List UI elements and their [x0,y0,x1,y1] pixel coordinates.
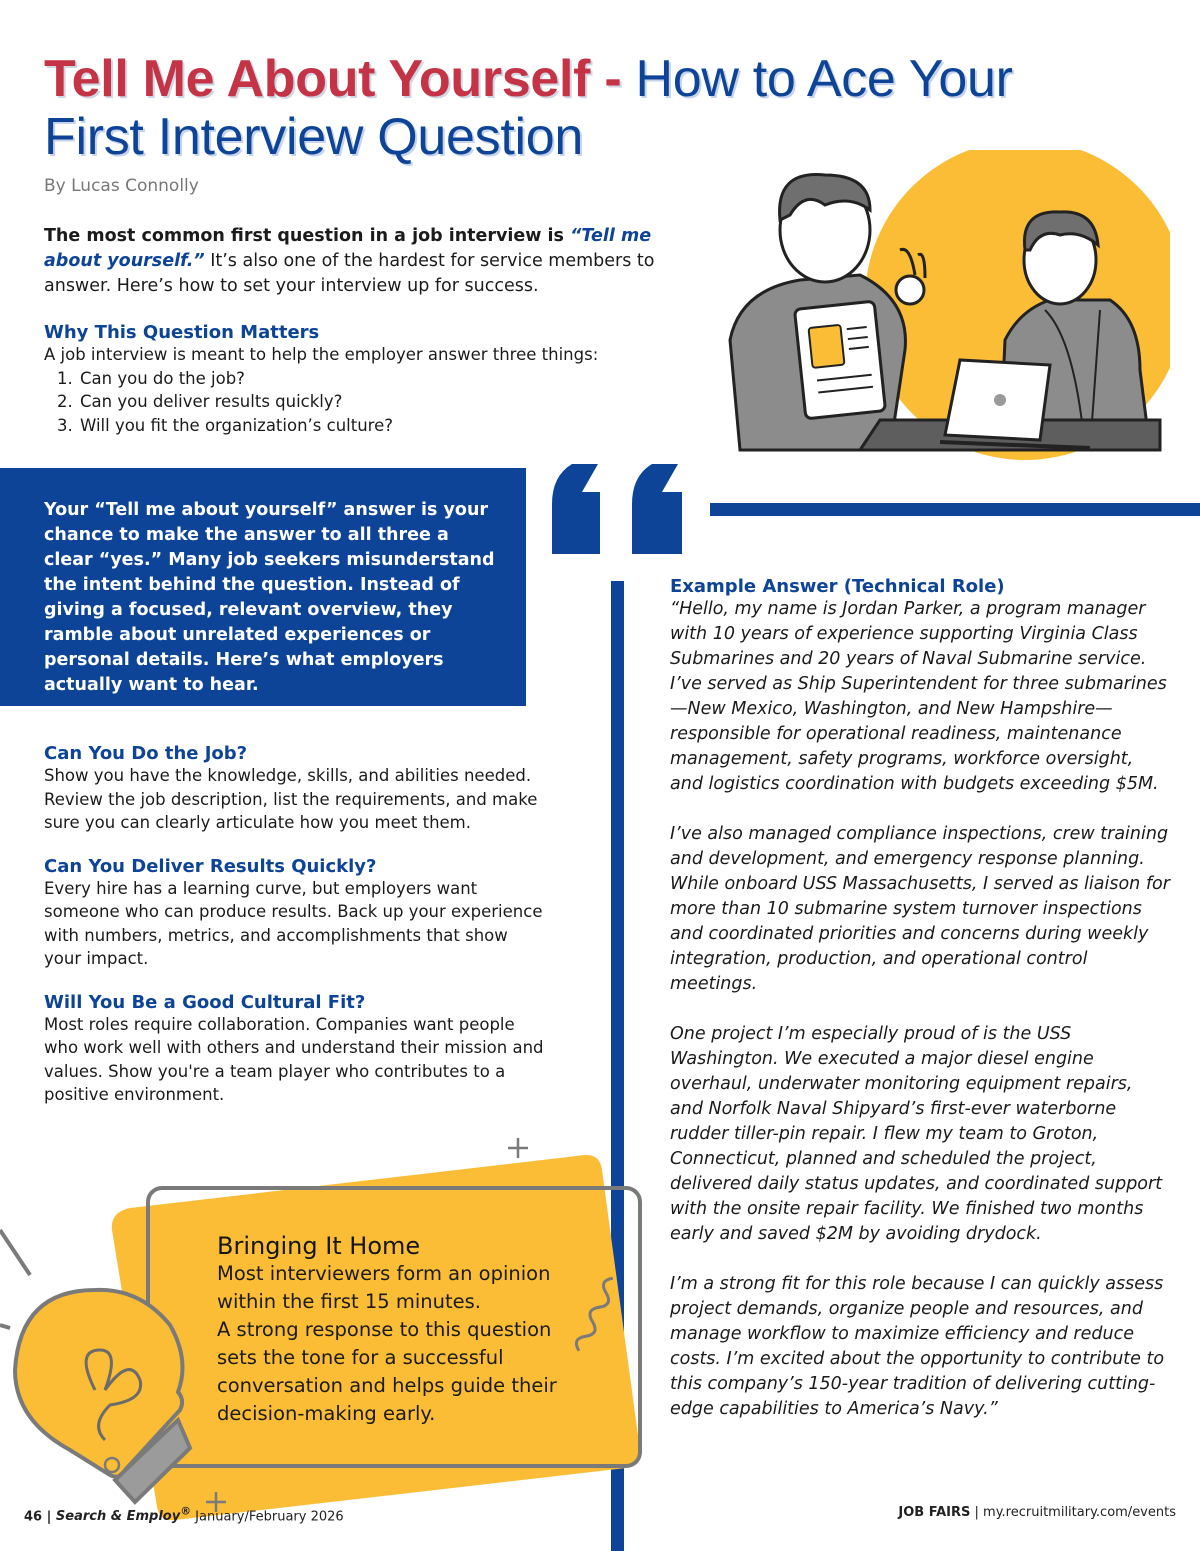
intro-lead: The most common first question in a job interview is [44,226,571,246]
home-line: Most interviewers form an opinion within the first 15 minutes. [217,1262,551,1313]
registered-mark: ® [180,1505,192,1518]
section-body: Most roles require collaboration. Companies want people who work well with others and understand their mission and values. Show you're a team player who contributes to a positive environment. [44,1014,544,1104]
why-list [44,367,684,438]
employer-questions [44,743,544,1128]
plus-icon [508,1138,528,1158]
issue-date: January/February 2026 [191,1509,344,1525]
interview-illustration [720,150,1170,470]
ok-hand [896,276,924,304]
section-body: Show you have the knowledge, skills, and abilities needed. Review the job description, list the requirements, and make sure you can clearly articulate how you meet them. [44,766,538,832]
example-answer [670,576,1170,1447]
why-section [44,322,684,437]
ray-lines [0,1230,30,1328]
quote-marks-icon [550,446,690,566]
section-cultural-fit [44,992,544,1107]
example-paragraph: I’ve also managed compliance inspections, crew training and development, and emergency response planning. While onboard USS Massachusetts, I served as liaison for more than 10 submarine system turnover inspections and coordinated priorities and concerns during weekly integration, production, and operational control meetings. [670,824,1170,994]
list-item: 2. Can you deliver results quickly? [78,390,684,414]
callout-box: Your “Tell me about yourself” answer is your chance to make the answer to all three a clear “yes.” Many job seekers misunderstand the intent behind the question. Instead of giving a focused, relevant overview, they ramble about unrelated experiences or personal details. Here’s what employers actually want to hear. [0,468,526,706]
home-line: A strong response to this question sets the tone for a successful conversation and helps guide their decision-making early. [217,1318,557,1425]
example-paragraph: One project I’m especially proud of is the USS Washington. We executed a major diesel engine overhaul, underwater monitoring equipment repairs, and Norfolk Naval Shipyard’s first-ever waterborne rudder tiller-pin repair. I flew my team to Groton, Connecticut, planned and scheduled the project, delivered daily status updates, and coordinated support with the onsite repair facility. We finished two months early and saved $2M by avoiding drydock. [670,1024,1163,1244]
section-heading: Can You Do the Job? [44,743,248,764]
section-body: Every hire has a learning curve, but employers want someone who can produce results. Back up your experience with numbers, metrics, and accomplishments that show your impact. [44,878,543,968]
bringing-home-text [217,1232,597,1428]
footer-right [898,1505,1176,1520]
section-heading: Will You Be a Good Cultural Fit? [44,991,366,1013]
why-heading: Why This Question Matters [44,322,320,343]
home-heading: Bringing It Home [217,1232,421,1260]
footer-sep: | [42,1509,56,1525]
intro-paragraph [44,224,664,299]
page-number: 46 [24,1509,43,1525]
intro-highlight: “Tell me about yourself.” [44,226,652,271]
list-item: 1. Can you do the job? [78,367,684,391]
page-title [44,50,1064,166]
title-part2: How to Ace Your First Interview Question [44,50,1013,166]
why-lead: A job interview is meant to help the employer answer three things: [44,345,599,364]
job-fairs-label: JOB FAIRS [898,1505,971,1520]
events-link[interactable]: my.recruitmilitary.com/events [983,1505,1176,1520]
example-paragraph: I’m a strong fit for this role because I can quickly assess project demands, organize people and resources, and manage workflow to maximize efficiency and reduce costs. I’m excited about the opportunity to contribute to this company’s 150-year tradition of delivering cutting-edge capabilities to America’s Navy.” [670,1274,1165,1419]
section-heading: Can You Deliver Results Quickly? [44,855,377,877]
title-separator: - [590,50,636,108]
title-part1: Tell Me About Yourself [44,50,591,108]
footer-sep: | [970,1505,984,1520]
intro-rest: It’s also one of the hardest for service members to answer. Here’s how to set your interview up for success. [44,251,655,296]
byline: By Lucas Connolly [44,176,199,196]
example-heading: Example Answer (Technical Role) [670,576,1005,597]
magazine-name: Search & Employ [55,1509,181,1525]
section-do-the-job [44,743,544,835]
horizontal-rule [710,503,1200,516]
list-item: 3. Will you fit the organization’s culture? [78,414,684,438]
section-deliver-results [44,856,544,971]
example-paragraph: “Hello, my name is Jordan Parker, a program manager with 10 years of experience supporting Virginia Class Submarines and 20 years of Naval Submarine service. I’ve served as Ship Superintendent for three submarines—New Mexico, Washington, and New Hampshire—responsible for operational readiness, maintenance management, safety programs, workforce oversight, and logistics coordination with budgets exceeding $5M. [670,599,1167,794]
footer-left [24,1505,344,1524]
